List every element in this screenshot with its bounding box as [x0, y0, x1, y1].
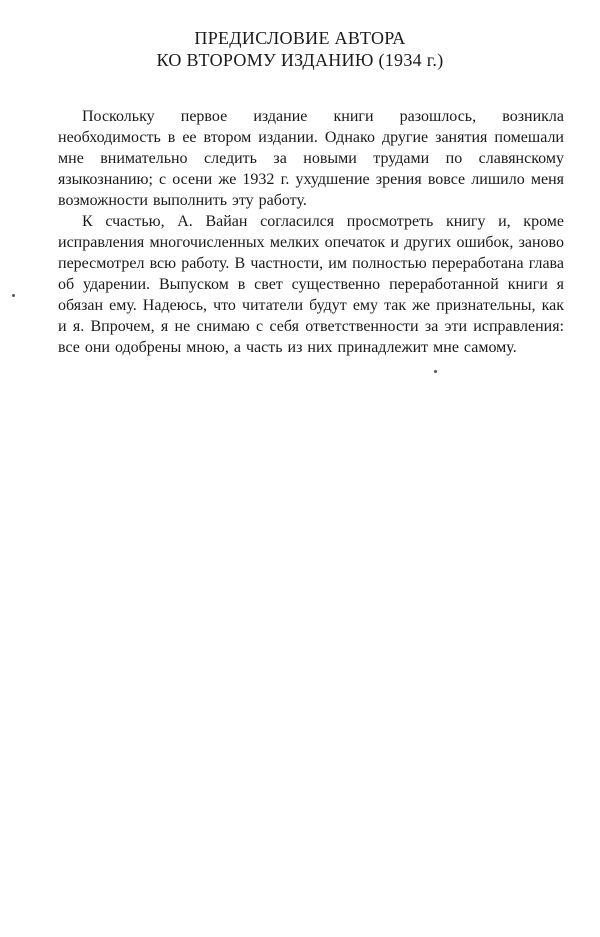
right-margin-speck	[434, 370, 437, 373]
title-line-2: КО ВТОРОМУ ИЗДАНИЮ (1934 г.)	[156, 50, 444, 70]
title-line-1: ПРЕДИСЛОВИЕ АВТОРА	[194, 28, 406, 48]
paragraph-2: К счастью, А. Вайан согласился просмотреть книгу и, кроме исправления многочисленных мелких опечаток и других ошибок, заново пересмотрел всю работу. В частности, им полностью переработана глава об ударении. Выпуском в свет существенно переработанной книги я обязан ему. Надеюсь, что читатели будут ему так же признательны, как и я. Впрочем, я не снимаю с себя ответственности за эти исправления: все они одобрены мною, а часть из них принадлежит мне самому.	[58, 213, 564, 356]
page-title	[0, 27, 600, 71]
paragraph-1: Поскольку первое издание книги разошлось, возникла необходимость в ее втором издании. Однако другие занятия помешали мне внимательно следить за новыми трудами по славянскому языкознанию; с осени же 1932 г. ухудшение зрения вовсе лишило меня возможности выполнить эту работу.	[58, 108, 564, 209]
preface-body	[58, 106, 564, 358]
left-margin-speck	[12, 294, 15, 297]
